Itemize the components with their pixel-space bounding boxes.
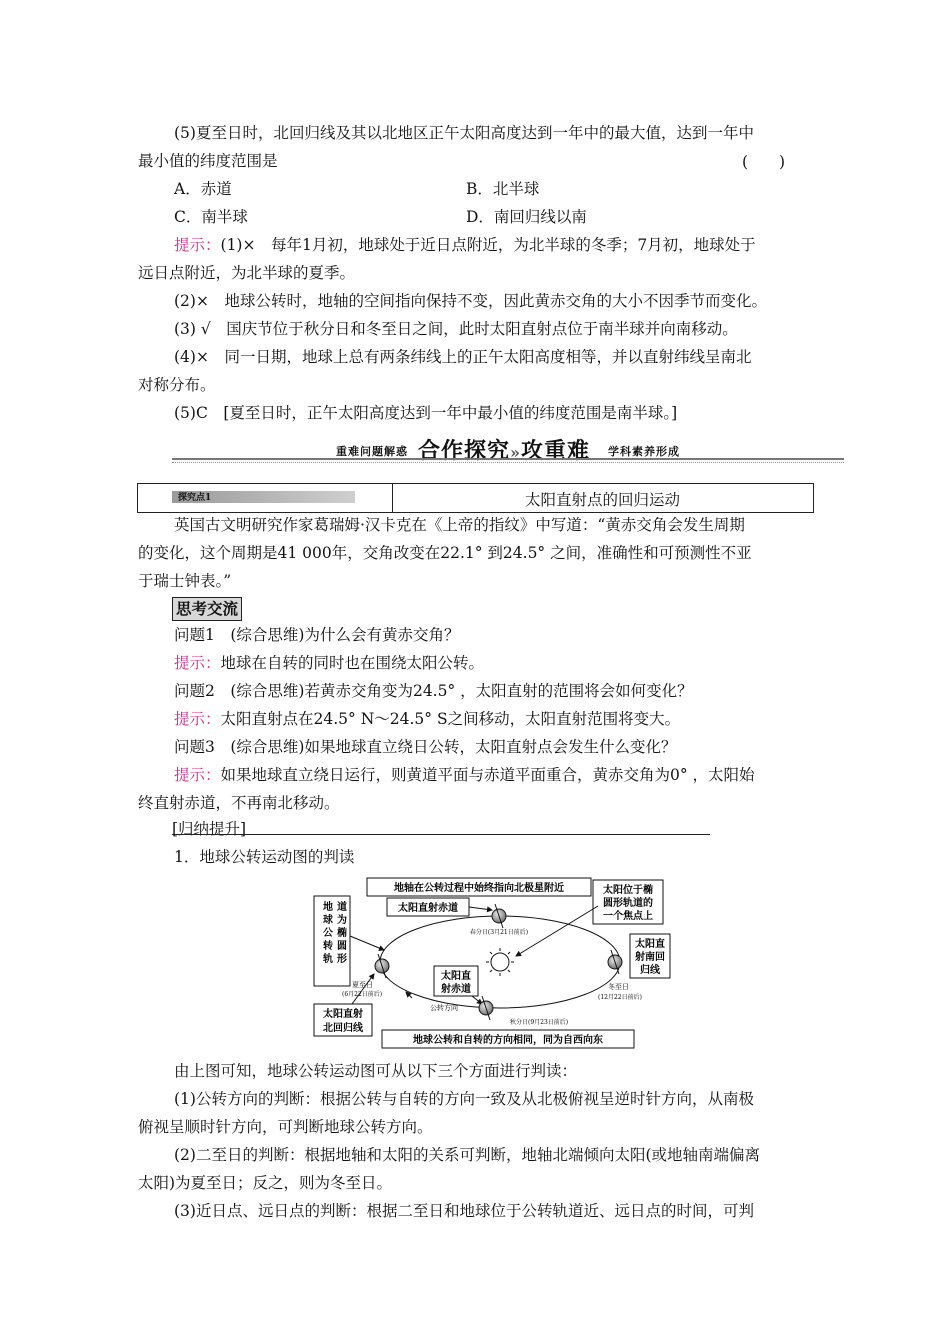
- autumn-equinox-label: 秋分日(9月23日前后): [510, 1019, 569, 1026]
- svg-text:太阳直射赤道: 太阳直射赤道: [398, 903, 458, 914]
- hint-label: 提示：: [174, 236, 221, 254]
- intro-line2: 的变化，这个周期是41 000年，交角改变在22.1° 到24.5° 之间，准确性和可预测性不亚: [138, 544, 752, 562]
- svg-text:太阳直: 太阳直: [635, 939, 665, 950]
- banner-right-text: 学科素养形成: [608, 445, 680, 458]
- svg-text:太阳直: 太阳直: [441, 971, 471, 982]
- direct-equator-box-bottom: [434, 966, 478, 996]
- svg-text:北回归线: 北回归线: [323, 1023, 363, 1034]
- svg-text:一个焦点上: 一个焦点上: [603, 911, 653, 922]
- svg-text:射赤道: 射赤道: [441, 984, 471, 995]
- svg-text:太阳位于椭: 太阳位于椭: [603, 885, 653, 896]
- option-a: A．赤道: [174, 180, 232, 198]
- summer-solstice-label: 夏至日: [352, 981, 373, 989]
- summer-solstice-date: (6月22日前后): [342, 991, 383, 998]
- rotation-direction-box: [382, 1030, 634, 1048]
- winter-solstice-label: 冬至日: [608, 983, 629, 991]
- q5-line1: (5)夏至日时，北回归线及其以北地区正午太阳高度达到一年中的最大值，达到一年中: [174, 124, 754, 142]
- direct-north-tropic-box: [314, 1004, 372, 1036]
- svg-text:道: 道: [337, 902, 347, 913]
- hint-3: (3) √ 国庆节位于秋分日和冬至日之间，此时太阳直射点位于南半球并向南移动。: [174, 320, 738, 338]
- revolution-direction-label: 公转方向: [430, 1004, 458, 1012]
- svg-text:圆形轨道的: 圆形轨道的: [603, 898, 653, 909]
- banner-title: 合作探究»攻重难: [418, 438, 591, 464]
- answer-3: 提示：如果地球直立绕日运行，则黄道平面与赤道平面重合，黄赤交角为0° ，太阳始: [174, 766, 755, 784]
- body-paragraph-3: (2)二至日的判断：根据地轴和太阳的关系可判断，地轴北端倾向太阳(或地轴南端偏离: [174, 1146, 761, 1164]
- banner-dotted-rule: [172, 462, 844, 463]
- point-tag: 探究点1: [172, 491, 355, 503]
- answer-1: 提示：地球在自转的同时也在围绕太阳公转。: [174, 654, 485, 672]
- induction-item-1: 1．地球公转运动图的判读: [174, 848, 355, 866]
- hint-1: 提示：(1)× 每年1月初，地球处于近日点附近，为北半球的冬季；7月初，地球处于: [174, 236, 756, 254]
- intro-line1: 英国古文明研究作家葛瑞姆·汉卡克在《上帝的指纹》中写道：“黄赤交角会发生周期: [174, 516, 745, 534]
- body-paragraph-4: (3)近日点、远日点的判断：根据二至日和地球位于公转轨道近、远日点的时间，可判: [174, 1202, 754, 1220]
- question-1: 问题1 (综合思维)为什么会有黄赤交角？: [174, 626, 460, 644]
- think-discuss-heading: 思考交流: [172, 597, 242, 621]
- svg-text:为: 为: [337, 915, 347, 926]
- earth-orbit-diagram: [312, 876, 672, 1050]
- answer-paren: ( ): [742, 153, 786, 171]
- svg-text:射南回: 射南回: [635, 952, 665, 963]
- question-3: 问题3 (综合思维)如果地球直立绕日公转，太阳直射点会发生什么变化？: [174, 738, 677, 756]
- hint-2: (2)× 地球公转时，地轴的空间指向保持不变，因此黄赤交角的大小不因季节而变化。: [174, 292, 767, 310]
- axis-label-box: [367, 878, 591, 896]
- spring-equinox-label: 春分日(3月21日前后): [469, 929, 529, 936]
- sun-focus-box: [593, 880, 663, 924]
- induction-heading: [归纳提升]: [172, 820, 247, 838]
- hint-1-cont: 远日点附近，为北半球的夏季。: [138, 264, 356, 282]
- svg-text:归线: 归线: [640, 965, 660, 976]
- banner-left-text: 重难问题解惑: [336, 445, 408, 458]
- svg-text:转: 转: [323, 941, 333, 952]
- svg-text:太阳直射: 太阳直射: [323, 1009, 363, 1020]
- answer-2: 提示：太阳直射点在24.5° N～24.5° S之间移动，太阳直射范围将变大。: [174, 710, 681, 728]
- body-paragraph-1: 由上图可知，地球公转运动图可从以下三个方面进行判读：: [174, 1062, 578, 1080]
- svg-text:椭: 椭: [337, 928, 347, 939]
- svg-text:轨: 轨: [323, 954, 333, 965]
- svg-text:球: 球: [323, 915, 333, 926]
- body-paragraph-2-cont: 俯视呈顺时针方向，可判断地球公转方向。: [138, 1118, 433, 1136]
- svg-text:公: 公: [323, 928, 333, 939]
- direct-south-tropic-box: [630, 934, 670, 978]
- intro-line3: 于瑞士钟表。”: [138, 572, 232, 590]
- sun-icon: [486, 948, 514, 976]
- exploration-point-box: [137, 483, 814, 513]
- svg-text:地轴在公转过程中始终指向北极星附近: 地轴在公转过程中始终指向北极星附近: [394, 883, 564, 894]
- hint-5: (5)C [夏至日时，正午太阳高度达到一年中最小值的纬度范围是南半球。]: [174, 404, 678, 422]
- body-paragraph-2: (1)公转方向的判断：根据公转与自转的方向一致及从北极俯视呈逆时针方向，从南极: [174, 1090, 754, 1108]
- q5-line2: 最小值的纬度范围是: [138, 152, 278, 170]
- point-title: 太阳直射点的回归运动: [524, 491, 680, 509]
- hint-4: (4)× 同一日期，地球上总有两条纬线上的正午太阳高度相等，并以直射纬线呈南北: [174, 348, 752, 366]
- svg-text:地球公转和自转的方向相同，同为自西向东: 地球公转和自转的方向相同，同为自西向东: [413, 1035, 603, 1046]
- question-2: 问题2 (综合思维)若黄赤交角变为24.5° ，太阳直射的范围将会如何变化？: [174, 682, 693, 700]
- svg-text:圆: 圆: [337, 941, 347, 952]
- direct-equator-box-top: [387, 898, 469, 916]
- answer-3-cont: 终直射赤道，不再南北移动。: [138, 794, 340, 812]
- option-b: B．北半球: [466, 180, 540, 198]
- orbit-shape-box: [314, 896, 350, 986]
- hint-4-cont: 对称分布。: [138, 376, 216, 394]
- induction-rule: [172, 834, 710, 835]
- winter-solstice-date: (12月22日前后): [598, 994, 642, 1001]
- svg-text:形: 形: [337, 954, 347, 965]
- banner-rule: [172, 458, 844, 460]
- svg-text:地: 地: [323, 902, 333, 913]
- option-c: C．南半球: [174, 208, 248, 226]
- body-paragraph-3-cont: 太阳)为夏至日；反之，则为冬至日。: [138, 1174, 393, 1192]
- section-banner: [172, 432, 844, 466]
- option-d: D．南回归线以南: [466, 208, 587, 226]
